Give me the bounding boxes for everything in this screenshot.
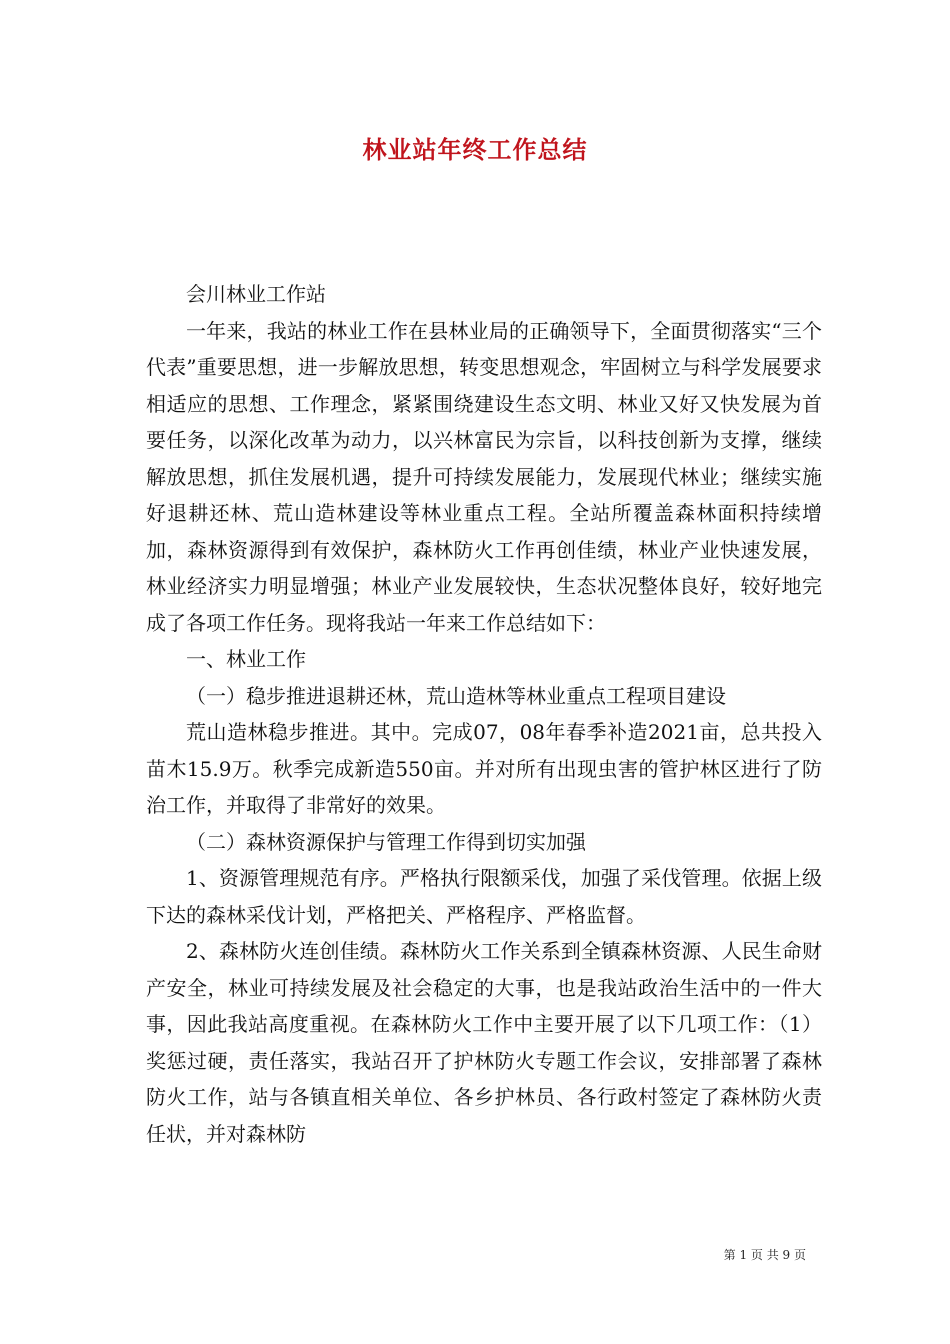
subsection-heading: （一）稳步推进退耕还林，荒山造林等林业重点工程项目建设	[186, 683, 726, 708]
subsection-heading: （二）森林资源保护与管理工作得到切实加强	[186, 829, 586, 854]
body-paragraph: 2、森林防火连创佳绩。森林防火工作关系到全镇森林资源、人民生命财产安全，林业可持续发展及社会稳定的大事，也是我站政治生活中的一件大事，因此我站高度重视。在森林防火工作中主要开展了以下几项工作：（1）奖惩过硬，责任落实，我站召开了护林防火专题工作会议，安排部署了森林防火工作，站与各镇直相关单位、各乡护林员、各行政村签定了森林防火责任状，并对森林防	[146, 939, 822, 1146]
author-line: 会川林业工作站	[186, 282, 326, 306]
body-paragraph: 1、资源管理规范有序。严格执行限额采伐，加强了采伐管理。依据上级下达的森林采伐计划，严格把关、严格程序、严格监督。	[146, 866, 822, 927]
section-heading: 一、林业工作	[186, 647, 306, 671]
document-body	[146, 276, 822, 1152]
page-number-footer: 第 1 页 共 9 页	[723, 1248, 806, 1262]
body-paragraph: 一年来，我站的林业工作在县林业局的正确领导下，全面贯彻落实“三个代表”重要思想，进一步解放思想，转变思想观念，牢固树立与科学发展要求相适应的思想、工作理念，紧紧围绕建设生态文明、林业又好又快发展为首要任务，以深化改革为动力，以兴林富民为宗旨，以科技创新为支撑，继续解放思想，抓住发展机遇，提升可持续发展能力，发展现代林业；继续实施好退耕还林、荒山造林建设等林业重点工程。全站所覆盖森林面积持续增加，森林资源得到有效保护，森林防火工作再创佳绩，林业产业快速发展，林业经济实力明显增强；林业产业发展较快，生态状况整体良好，较好地完成了各项工作任务。现将我站一年来工作总结如下：	[146, 318, 822, 635]
document-title: 林业站年终工作总结	[362, 135, 588, 164]
body-paragraph: 荒山造林稳步推进。其中。完成07，08年春季补造2021亩，总共投入苗木15.9万。秋季完成新造550亩。并对所有出现虫害的管护林区进行了防治工作，并取得了非常好的效果。	[146, 720, 822, 817]
